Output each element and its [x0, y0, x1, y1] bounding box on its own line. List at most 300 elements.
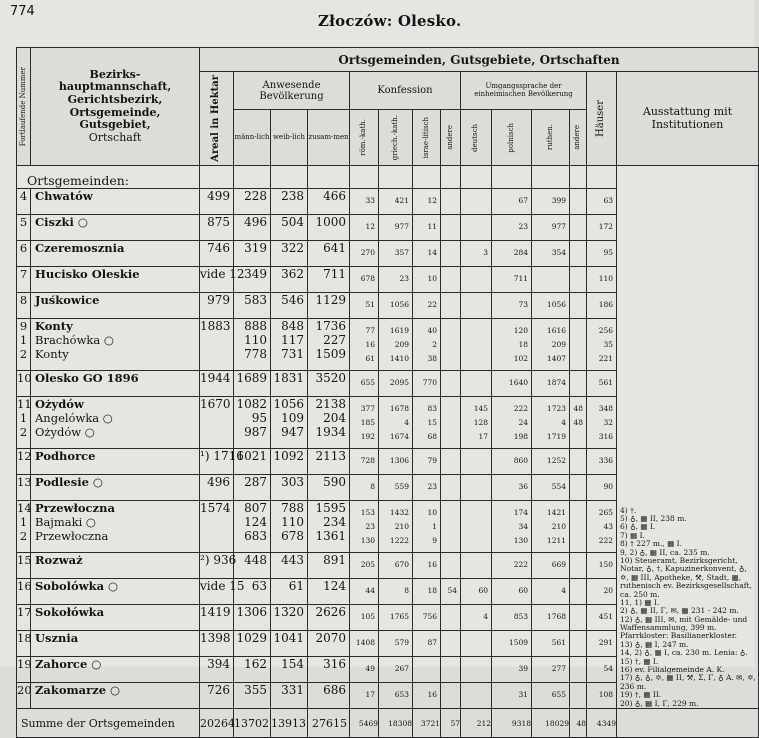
cell-number [17, 579, 31, 605]
header-konf-andere: andere [441, 110, 461, 166]
cell-griech-kath [379, 683, 413, 709]
cell-konf-andere [441, 293, 461, 319]
cell-polnisch [492, 475, 532, 501]
cell-name [31, 371, 200, 397]
cell-number [17, 319, 31, 371]
cell-israelitisch [413, 397, 441, 449]
cell-name [31, 189, 200, 215]
cell-weiblich [271, 449, 308, 475]
cell-ruthenisch [532, 579, 570, 605]
cell-name-value: Usznia [35, 631, 79, 645]
cell-name-value: Sokołówka [35, 605, 105, 619]
cell-areal [200, 293, 234, 319]
cell-griech-kath-value: 2095 [389, 378, 410, 387]
cell-zusammen-value: 234 [323, 515, 347, 529]
cell-number-value: 1 [19, 333, 28, 347]
statistics-table [16, 47, 759, 738]
cell-zusammen [308, 579, 350, 605]
cell-number [17, 553, 31, 579]
cell-polnisch-value: 39 [518, 664, 529, 673]
cell-zusammen [308, 631, 350, 657]
cell-sprache-andere [570, 579, 587, 605]
cell-israelitisch [413, 293, 441, 319]
cell-number-value: 8 [19, 293, 28, 307]
cell-zusammen-value: 686 [323, 683, 347, 697]
sum-label: Summe der Ortsgemeinden [17, 709, 200, 738]
cell-zusammen [308, 553, 350, 579]
cell-maennlich [234, 293, 271, 319]
cell-haeuser [587, 397, 617, 449]
cell-name-value: Chwatów [35, 189, 93, 203]
header-haeuser: Häuser [587, 72, 617, 166]
cell-name-value: Konty [35, 347, 69, 361]
cell-name-value: Sobolówka ○ [35, 579, 119, 593]
cell-roem-kath-value: 8 [370, 482, 376, 491]
cell-polnisch [492, 215, 532, 241]
cell-maennlich-value: 987 [244, 425, 268, 439]
cell-number [17, 683, 31, 709]
cell-sprache-andere [570, 371, 587, 397]
cell-areal [200, 215, 234, 241]
cell-name [31, 293, 200, 319]
cell-number-value: 18 [17, 631, 32, 645]
cell-israelitisch [413, 241, 441, 267]
cell-roem-kath [350, 371, 379, 397]
cell-roem-kath [350, 657, 379, 683]
cell-polnisch-value: 174 [513, 508, 529, 517]
cell-haeuser-value: 316 [598, 432, 614, 441]
cell-griech-kath-value: 421 [394, 196, 410, 205]
cell-roem-kath [350, 449, 379, 475]
cell-griech-kath [379, 293, 413, 319]
cell-israelitisch [413, 189, 441, 215]
cell-zusammen [308, 683, 350, 709]
cell-ruthenisch-value: 977 [551, 222, 567, 231]
cell-roem-kath [350, 215, 379, 241]
cell-areal-value: 499 [207, 189, 231, 203]
cell-konf-andere [441, 319, 461, 371]
cell-haeuser-value: 95 [603, 248, 614, 257]
cell-name-value: Brachówka ○ [35, 333, 114, 347]
cell-polnisch [492, 267, 532, 293]
cell-roem-kath-value: 49 [365, 664, 376, 673]
cell-haeuser [587, 371, 617, 397]
cell-polnisch-value: 24 [518, 418, 529, 427]
cell-sprache-andere [570, 449, 587, 475]
cell-weiblich-value: 788 [281, 501, 305, 515]
cell-roem-kath-value: 678 [360, 274, 376, 283]
cell-ruthenisch-value: 1616 [546, 326, 567, 335]
cell-israelitisch [413, 579, 441, 605]
cell-ruthenisch-value: 4 [561, 586, 567, 595]
header-lfd-nummer: Fortlaufende Nummer [17, 48, 31, 166]
cell-haeuser-value: 90 [603, 482, 614, 491]
cell-polnisch-value: 1640 [508, 378, 529, 387]
cell-polnisch-value: 222 [513, 560, 529, 569]
cell-roem-kath-value: 192 [360, 432, 376, 441]
cell-sprache-andere [570, 215, 587, 241]
cell-maennlich-value: 778 [244, 347, 268, 361]
cell-zusammen-value: 2626 [315, 605, 347, 619]
cell-maennlich-value: 448 [244, 553, 268, 567]
cell-polnisch [492, 449, 532, 475]
cell-konf-andere [441, 579, 461, 605]
cell-roem-kath-value: 23 [365, 522, 376, 531]
cell-deutsch-value: 3 [483, 248, 489, 257]
header-weiblich: weib-lich [271, 110, 308, 166]
cell-name [31, 605, 200, 631]
cell-number-value: 11 [17, 397, 32, 411]
cell-israelitisch [413, 501, 441, 553]
cell-weiblich-value: 848 [281, 319, 305, 333]
cell-name-value: Zakomarze ○ [35, 683, 121, 697]
institutions-text: 4) †. 5) ♁, ▦ II, 238 m. 6) ♁, ▦ I. 7) ▦ I. 8) † 227 m., ▦ I. 9, 2) ♁, ▦ II, ca. 235 m. 10) Steueramt, Bezirksgericht, Notar, ♁, †, Kapuzinerkonvent, ♁, ✡, ▦ III, Apotheke, ⚒, Stadt, ▦, ruthenisch ev. Bezirksgesellschaft, ca. 250 m. 11, 1) ▦ I. 2) ♁, ▦ II, Γ, ✉, ▦ 231 - 242 m. 12) ♁, ▦ III, ✉, mit Gemälde- und Waffensammlung, 399 m. Pfarrkloster: Basilianerkloster. 13) ♁, ▦ I, 247 m. 14, 2) ♁, ▦ I, ca. 230 m. Lenia: ♁. 15) †, ▦ I. 16) ev. Filialgemeinde A. K. 17) ♁, ♁, ✡, ▦ II, ⚒, Σ, Γ, ♁ A. ✉, ✡, 236 m. 19) †, ▦ II. 20) ♁, ▦ I, Γ, 229 m. [617, 166, 759, 709]
cell-ruthenisch [532, 293, 570, 319]
cell-polnisch-value: 60 [518, 586, 529, 595]
cell-ruthenisch-value: 655 [551, 690, 567, 699]
cell-israelitisch-value: 68 [427, 432, 438, 441]
cell-weiblich-value: 731 [281, 347, 305, 361]
cell-haeuser-value: 43 [603, 522, 614, 531]
cell-weiblich [271, 683, 308, 709]
cell-name-value: Konty [35, 319, 73, 333]
cell-areal-value: ²) 936 [200, 553, 237, 567]
cell-weiblich-value: 1320 [273, 605, 305, 619]
cell-israelitisch-value: 2 [432, 340, 438, 349]
cell-zusammen-value: 204 [323, 411, 347, 425]
cell-ruthenisch [532, 267, 570, 293]
cell-ruthenisch-value: 554 [551, 482, 567, 491]
cell-weiblich-value: 546 [281, 293, 305, 307]
cell-number [17, 189, 31, 215]
cell-ruthenisch-value: 1421 [546, 508, 567, 517]
sum-roem-kath: 5469 [350, 709, 379, 738]
cell-weiblich [271, 371, 308, 397]
cell-name-value: Przewłoczna [35, 529, 109, 543]
cell-name-value: Podhorce [35, 449, 96, 463]
cell-number-value: 7 [19, 267, 28, 281]
cell-maennlich-value: 496 [244, 215, 268, 229]
sum-sprache-andere: 48 [570, 709, 587, 738]
cell-israelitisch-value: 14 [427, 248, 438, 257]
cell-zusammen-value: 1595 [315, 501, 347, 515]
cell-zusammen [308, 319, 350, 371]
cell-deutsch [461, 501, 492, 553]
cell-weiblich-value: 1092 [273, 449, 305, 463]
cell-roem-kath-value: 205 [360, 560, 376, 569]
cell-zusammen-value: 1361 [315, 529, 347, 543]
cell-haeuser-value: 336 [598, 456, 614, 465]
cell-roem-kath-value: 105 [360, 612, 376, 621]
cell-polnisch-value: 67 [518, 196, 529, 205]
cell-weiblich-value: 331 [281, 683, 305, 697]
cell-weiblich [271, 397, 308, 449]
cell-zusammen-value: 466 [323, 189, 347, 203]
cell-haeuser-value: 291 [598, 638, 614, 647]
header-deutsch: deutsch [461, 110, 492, 166]
cell-roem-kath [350, 189, 379, 215]
cell-weiblich-value: 443 [281, 553, 305, 567]
cell-polnisch-value: 34 [518, 522, 529, 531]
header-bevoelkerung: Anwesende Bevölkerung [234, 72, 350, 110]
cell-ruthenisch [532, 449, 570, 475]
cell-roem-kath [350, 267, 379, 293]
cell-roem-kath-value: 61 [365, 354, 376, 363]
cell-haeuser [587, 449, 617, 475]
cell-griech-kath-value: 4 [404, 418, 410, 427]
cell-israelitisch-value: 38 [427, 354, 438, 363]
cell-haeuser-value: 63 [603, 196, 614, 205]
cell-konf-andere [441, 553, 461, 579]
cell-roem-kath [350, 501, 379, 553]
cell-griech-kath-value: 1306 [389, 456, 410, 465]
cell-name [31, 579, 200, 605]
cell-ruthenisch-value: 277 [551, 664, 567, 673]
sum-haeuser: 4349 [587, 709, 617, 738]
cell-roem-kath [350, 553, 379, 579]
cell-weiblich [271, 293, 308, 319]
cell-sprache-andere-value: 48 [573, 404, 584, 413]
cell-sprache-andere [570, 657, 587, 683]
cell-areal [200, 319, 234, 371]
cell-roem-kath-value: 1408 [355, 638, 376, 647]
cell-maennlich [234, 189, 271, 215]
cell-weiblich-value: 1831 [273, 371, 305, 385]
cell-number-value: 5 [19, 215, 28, 229]
cell-deutsch [461, 553, 492, 579]
cell-maennlich-value: 110 [244, 333, 268, 347]
cell-maennlich-value: 124 [244, 515, 268, 529]
cell-weiblich [271, 241, 308, 267]
cell-zusammen [308, 397, 350, 449]
cell-weiblich-value: 154 [281, 657, 305, 671]
cell-maennlich-value: 349 [244, 267, 268, 281]
cell-number-value: 14 [17, 501, 32, 515]
cell-israelitisch-value: 770 [422, 378, 438, 387]
page-number: 774 [10, 4, 35, 19]
cell-deutsch [461, 267, 492, 293]
cell-name-value: Hucisko Oleskie [35, 267, 140, 281]
cell-weiblich [271, 553, 308, 579]
cell-sprache-andere [570, 501, 587, 553]
cell-weiblich [271, 215, 308, 241]
cell-weiblich [271, 189, 308, 215]
page-title: Złoczów: Olesko. [318, 12, 462, 30]
cell-areal [200, 579, 245, 605]
cell-polnisch-value: 23 [518, 222, 529, 231]
header-ausstattung: Ausstattung mit Institutionen [617, 72, 759, 166]
cell-sprache-andere [570, 605, 587, 631]
cell-griech-kath [379, 241, 413, 267]
cell-zusammen-value: 891 [323, 553, 347, 567]
cell-zusammen [308, 371, 350, 397]
cell-name-value: Angelówka ○ [35, 411, 113, 425]
cell-griech-kath-value: 559 [394, 482, 410, 491]
cell-ruthenisch-value: 561 [551, 638, 567, 647]
cell-zusammen-value: 2113 [315, 449, 347, 463]
cell-zusammen [308, 475, 350, 501]
cell-haeuser-value: 561 [598, 378, 614, 387]
cell-weiblich [271, 501, 308, 553]
cell-haeuser-value: 256 [598, 326, 614, 335]
cell-areal-value: 746 [207, 241, 231, 255]
header-ortsgemeinden-group: Ortsgemeinden, Gutsgebiete, Ortschaften [200, 48, 759, 72]
cell-weiblich [271, 267, 308, 293]
cell-polnisch [492, 631, 532, 657]
cell-maennlich-value: 1021 [236, 449, 268, 463]
cell-roem-kath-value: 16 [365, 340, 376, 349]
cell-deutsch [461, 241, 492, 267]
cell-number-value: 17 [17, 605, 32, 619]
cell-weiblich [271, 579, 308, 605]
sum-areal: 20264 [200, 709, 234, 738]
cell-haeuser-value: 108 [598, 690, 614, 699]
cell-sprache-andere [570, 631, 587, 657]
cell-zusammen-value: 227 [323, 333, 347, 347]
cell-deutsch [461, 189, 492, 215]
cell-polnisch-value: 198 [513, 432, 529, 441]
cell-griech-kath-value: 209 [394, 340, 410, 349]
cell-deutsch [461, 449, 492, 475]
cell-israelitisch-value: 79 [427, 456, 438, 465]
cell-konf-andere [441, 241, 461, 267]
cell-number [17, 267, 31, 293]
cell-griech-kath-value: 1410 [389, 354, 410, 363]
cell-sprache-andere [570, 293, 587, 319]
cell-haeuser [587, 553, 617, 579]
cell-roem-kath [350, 631, 379, 657]
cell-ruthenisch [532, 501, 570, 553]
cell-israelitisch-value: 16 [427, 690, 438, 699]
cell-polnisch-value: 36 [518, 482, 529, 491]
cell-maennlich [234, 683, 271, 709]
cell-maennlich-value: 1306 [236, 605, 268, 619]
cell-roem-kath-value: 130 [360, 536, 376, 545]
cell-areal-value: 394 [207, 657, 231, 671]
cell-areal-value: 1944 [200, 371, 231, 385]
cell-weiblich-value: 1056 [273, 397, 305, 411]
cell-sprache-andere [570, 189, 587, 215]
cell-griech-kath-value: 1056 [389, 300, 410, 309]
cell-israelitisch-value: 87 [427, 638, 438, 647]
cell-ruthenisch [532, 371, 570, 397]
cell-weiblich-value: 303 [281, 475, 305, 489]
cell-number [17, 501, 31, 553]
cell-maennlich-value: 1029 [236, 631, 268, 645]
section-row [17, 166, 759, 189]
cell-weiblich [271, 475, 308, 501]
cell-areal [200, 371, 234, 397]
cell-israelitisch-value: 16 [427, 560, 438, 569]
cell-haeuser-value: 221 [598, 354, 614, 363]
cell-roem-kath-value: 12 [365, 222, 376, 231]
cell-zusammen-value: 1736 [315, 319, 347, 333]
cell-zusammen [308, 241, 350, 267]
header-areal: Areal in Hektar [200, 72, 234, 166]
cell-maennlich [234, 553, 271, 579]
cell-griech-kath [379, 553, 413, 579]
cell-haeuser [587, 241, 617, 267]
section-label: Ortsgemeinden: [17, 166, 200, 189]
cell-israelitisch-value: 22 [427, 300, 438, 309]
cell-number-value: 2 [19, 425, 28, 439]
cell-maennlich [234, 605, 271, 631]
cell-number [17, 371, 31, 397]
header-bezirk [31, 48, 200, 166]
cell-haeuser-value: 54 [603, 664, 614, 673]
cell-ruthenisch-value: 399 [551, 196, 567, 205]
cell-ruthenisch [532, 215, 570, 241]
cell-israelitisch-value: 10 [427, 274, 438, 283]
cell-areal [200, 449, 244, 475]
sum-weiblich: 13913 [271, 709, 308, 738]
sum-deutsch: 212 [461, 709, 492, 738]
cell-maennlich [234, 475, 271, 501]
cell-griech-kath-value: 579 [394, 638, 410, 647]
cell-konf-andere [441, 267, 461, 293]
cell-name [31, 449, 200, 475]
cell-polnisch-value: 120 [513, 326, 529, 335]
cell-roem-kath [350, 293, 379, 319]
cell-haeuser [587, 631, 617, 657]
cell-name-value: Olesko GO 1896 [35, 371, 139, 385]
cell-zusammen [308, 189, 350, 215]
cell-maennlich-value: 319 [244, 241, 268, 255]
cell-polnisch [492, 579, 532, 605]
cell-israelitisch-value: 10 [427, 508, 438, 517]
cell-deutsch [461, 293, 492, 319]
cell-ruthenisch-value: 1407 [546, 354, 567, 363]
cell-zusammen-value: 3520 [315, 371, 347, 385]
cell-polnisch-value: 73 [518, 300, 529, 309]
cell-ruthenisch-value: 1211 [546, 536, 567, 545]
cell-areal-value: vide 15 [200, 579, 245, 593]
cell-haeuser-value: 20 [603, 586, 614, 595]
cell-zusammen-value: 1509 [315, 347, 347, 361]
cell-polnisch-value: 1509 [508, 638, 529, 647]
cell-polnisch [492, 189, 532, 215]
cell-polnisch [492, 657, 532, 683]
header-roem-kath: röm.-kath. [350, 110, 379, 166]
cell-roem-kath [350, 579, 379, 605]
cell-roem-kath [350, 397, 379, 449]
cell-maennlich-value: 807 [244, 501, 268, 515]
cell-maennlich-value: 162 [244, 657, 268, 671]
cell-weiblich [271, 605, 308, 631]
cell-weiblich-value: 322 [281, 241, 305, 255]
cell-ruthenisch-value: 1056 [546, 300, 567, 309]
cell-maennlich-value: 1689 [236, 371, 268, 385]
cell-haeuser [587, 319, 617, 371]
cell-maennlich-value: 355 [244, 683, 268, 697]
cell-areal-value: vide 12 [200, 267, 245, 281]
cell-zusammen [308, 215, 350, 241]
sum-israelitisch: 3721 [413, 709, 441, 738]
cell-maennlich [234, 241, 271, 267]
cell-israelitisch [413, 553, 441, 579]
cell-areal-value: 875 [207, 215, 231, 229]
cell-ruthenisch-value: 1719 [546, 432, 567, 441]
cell-haeuser-value: 32 [603, 418, 614, 427]
cell-deutsch [461, 631, 492, 657]
cell-weiblich [271, 631, 308, 657]
cell-griech-kath-value: 1678 [389, 404, 410, 413]
cell-sprache-andere [570, 683, 587, 709]
cell-zusammen-value: 1000 [315, 215, 347, 229]
cell-zusammen [308, 501, 350, 553]
cell-griech-kath-value: 1619 [389, 326, 410, 335]
cell-haeuser [587, 293, 617, 319]
